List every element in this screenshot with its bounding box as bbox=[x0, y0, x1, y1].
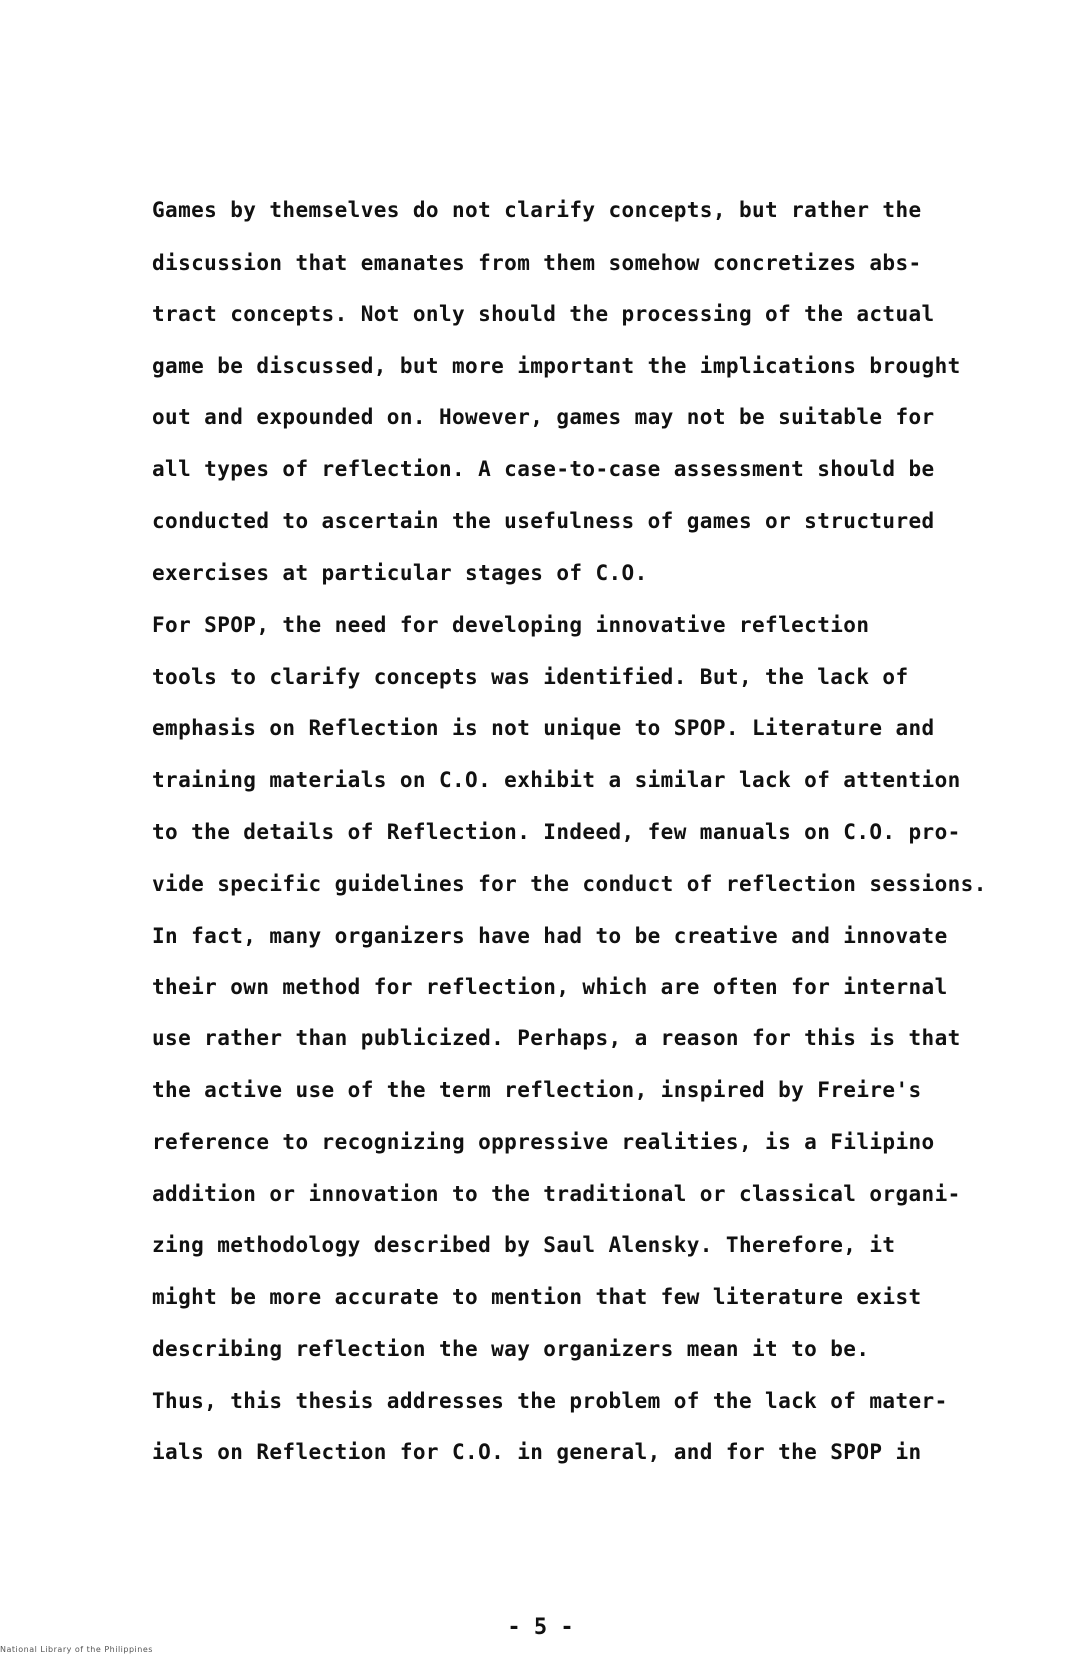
body-line-7: conducted to ascertain the usefulness of games or structured bbox=[152, 509, 935, 533]
paragraph-2-line-8: their own method for reflection, which are often for internal bbox=[152, 975, 948, 999]
paragraph-2-line-2: tools to clarify concepts was identified. But, the lack of bbox=[152, 665, 909, 689]
footer-watermark: National Library of the Philippines bbox=[0, 1645, 153, 1654]
paragraph-2-line-1: For SPOP, the need for developing innovative reflection bbox=[152, 613, 870, 637]
paragraph-2-line-14: might be more accurate to mention that few literature exist bbox=[152, 1285, 922, 1309]
paragraph-2-line-15: describing reflection the way organizers mean it to be. bbox=[152, 1337, 870, 1361]
paragraph-2-line-7: In fact, many organizers have had to be creative and innovate bbox=[152, 924, 948, 948]
body-line-5: out and expounded on. However, games may not be suitable for bbox=[152, 405, 935, 429]
body-line-1: Games by themselves do not clarify concepts, but rather the bbox=[152, 198, 922, 222]
paragraph-2-line-16: Thus, this thesis addresses the problem of the lack of mater- bbox=[152, 1389, 948, 1413]
paragraph-2-line-6: vide specific guidelines for the conduct of reflection sessions. bbox=[152, 872, 987, 896]
paragraph-2-line-10: the active use of the term reflection, inspired by Freire's bbox=[152, 1078, 922, 1102]
paragraph-2-line-11: reference to recognizing oppressive realities, is a Filipino bbox=[152, 1130, 935, 1154]
paragraph-2-line-5: to the details of Reflection. Indeed, few manuals on C.O. pro- bbox=[152, 820, 961, 844]
paragraph-2-line-13: zing methodology described by Saul Alensky. Therefore, it bbox=[152, 1233, 896, 1257]
body-line-2: discussion that emanates from them somehow concretizes abs- bbox=[152, 251, 922, 275]
body-line-8: exercises at particular stages of C.O. bbox=[152, 561, 648, 585]
paragraph-2-line-4: training materials on C.O. exhibit a similar lack of attention bbox=[152, 768, 961, 792]
paragraph-2-line-9: use rather than publicized. Perhaps, a reason for this is that bbox=[152, 1026, 961, 1050]
paragraph-2-line-12: addition or innovation to the traditional or classical organi- bbox=[152, 1182, 961, 1206]
body-line-3: tract concepts. Not only should the processing of the actual bbox=[152, 302, 935, 326]
body-line-6: all types of reflection. A case-to-case assessment should be bbox=[152, 457, 935, 481]
body-line-4: game be discussed, but more important the implications brought bbox=[152, 354, 961, 378]
page-number: - 5 - bbox=[507, 1615, 574, 1640]
paragraph-2-line-17: ials on Reflection for C.O. in general, and for the SPOP in bbox=[152, 1440, 922, 1464]
paragraph-2-line-3: emphasis on Reflection is not unique to SPOP. Literature and bbox=[152, 716, 935, 740]
